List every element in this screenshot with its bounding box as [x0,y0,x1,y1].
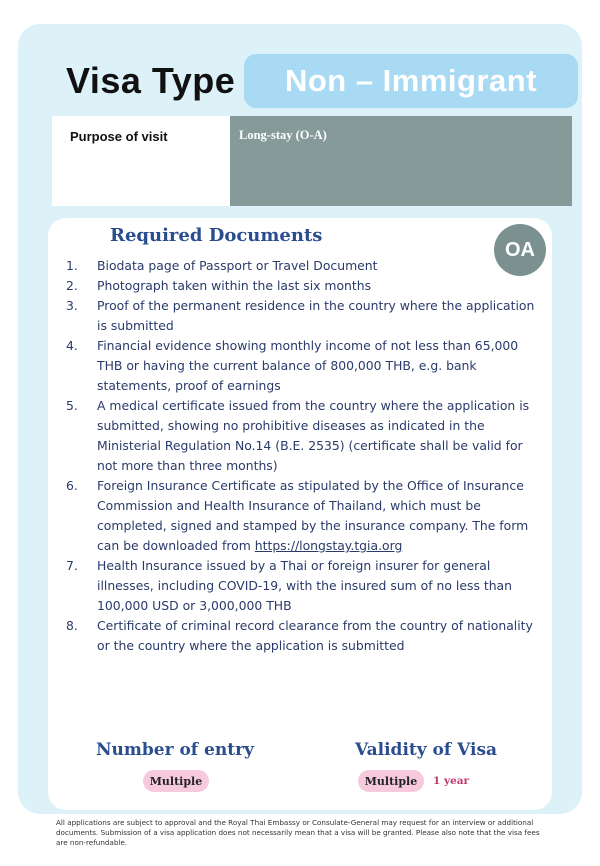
purpose-label: Purpose of visit [70,129,168,144]
list-item-number: 7. [66,558,78,573]
list-item-text: Financial evidence showing monthly income of not less than 65,000 THB or having the current balance of 800,000 THB, e.g. bank statements, proof of earnings [97,338,519,393]
list-item [66,256,540,276]
list-item-text: Certificate of criminal record clearance from the country of nationality or the country where the application is submitted [97,618,533,653]
list-item-text: Proof of the permanent residence in the country where the application is submitted [97,298,535,333]
required-documents-title: Required Documents [110,225,323,246]
disclaimer-footer: All applications are subject to approval and the Royal Thai Embassy or Consulate-General may request for an interview or additional documents. Submission of a visa application does not necessarily mean that a visa will be granted. Please also note that the visa fees are non-refundable. [56,818,540,847]
number-of-entry-title: Number of entry [96,740,254,760]
list-item-text [97,476,540,556]
visa-type-value: Non – Immigrant [244,54,578,108]
visa-code-badge: OA [494,224,546,276]
list-item-number: 4. [66,338,78,353]
list-item-number: 6. [66,478,78,493]
validity-duration: 1 year [433,775,470,787]
validity-entry-badge: Multiple [358,770,424,792]
list-item-number: 5. [66,398,78,413]
insurance-form-link[interactable]: https://longstay.tgia.org [254,538,403,553]
list-item-text: Health Insurance issued by a Thai or foreign insurer for general illnesses, including COVID-19, with the insured sum of no less than 100,000 USD or 3,000,000 THB [97,558,513,613]
list-item [66,276,540,296]
list-item [66,616,540,656]
purpose-value: Long-stay (O-A) [239,128,327,142]
list-item [66,336,540,396]
visa-type-label: Visa Type [66,60,236,101]
list-item-number: 3. [66,298,78,313]
list-item-number: 1. [66,258,78,273]
list-item [66,556,540,616]
list-item-text-body: Foreign Insurance Certificate as stipulated by the Office of Insurance Commission and Health Insurance of Thailand, which must be completed, signed and stamped by the insurance company. The form can be downloaded from [97,478,529,553]
list-item-number: 8. [66,618,78,633]
list-item-text: Biodata page of Passport or Travel Document [97,258,378,273]
entry-badge: Multiple [143,770,209,792]
list-item [66,296,540,336]
required-documents-list [66,256,540,656]
list-item-text: A medical certificate issued from the country where the application is submitted, showing no prohibitive diseases as indicated in the Ministerial Regulation No.14 (B.E. 2535) (certificate shall be valid for not more than three months) [97,398,530,473]
list-item [66,476,540,556]
list-item [66,396,540,476]
list-item-text: Photograph taken within the last six months [97,278,372,293]
list-item-number: 2. [66,278,78,293]
validity-title: Validity of Visa [355,740,498,760]
